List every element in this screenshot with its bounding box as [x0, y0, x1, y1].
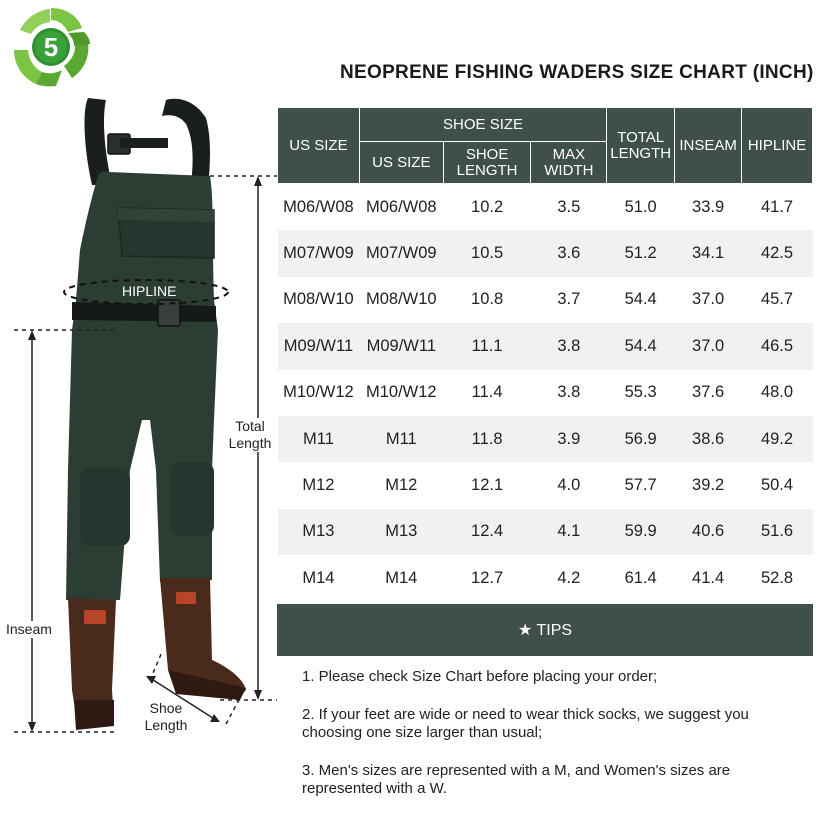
hipline-label: HIPLINE	[122, 283, 177, 299]
table-cell: 39.2	[675, 462, 742, 508]
table-cell: 12.7	[443, 555, 531, 601]
col-header-us-size: US SIZE	[278, 108, 360, 184]
table-cell: M10/W12	[359, 370, 443, 416]
total-length-label: Total Length	[222, 418, 278, 452]
knee-pad-left	[80, 468, 130, 546]
table-cell: 3.6	[531, 230, 607, 276]
table-cell: 34.1	[675, 230, 742, 276]
table-cell: 46.5	[742, 323, 813, 369]
table-cell: 12.4	[443, 509, 531, 555]
tips-panel	[277, 656, 813, 822]
col-header-inseam: INSEAM	[675, 108, 742, 184]
table-cell: M14	[278, 555, 360, 601]
table-row	[278, 462, 813, 508]
table-cell: M09/W11	[278, 323, 360, 369]
col-header-total-length: TOTAL LENGTH	[607, 108, 675, 184]
table-cell: 52.8	[742, 555, 813, 601]
table-cell: 45.7	[742, 277, 813, 323]
page-title: NEOPRENE FISHING WADERS SIZE CHART (INCH)	[340, 62, 814, 83]
table-cell: 10.5	[443, 230, 531, 276]
brand-logo	[6, 2, 96, 92]
size-chart-table	[277, 107, 813, 602]
table-cell: 11.1	[443, 323, 531, 369]
table-cell: 41.4	[675, 555, 742, 601]
table-cell: M11	[278, 416, 360, 462]
table-cell: 37.6	[675, 370, 742, 416]
table-cell: M08/W10	[278, 277, 360, 323]
knee-pad-right	[170, 462, 214, 536]
table-cell: 3.9	[531, 416, 607, 462]
table-cell: 54.4	[607, 323, 675, 369]
table-row	[278, 509, 813, 555]
table-cell: 11.4	[443, 370, 531, 416]
table-cell: 11.8	[443, 416, 531, 462]
table-cell: M06/W08	[278, 184, 360, 231]
table-cell: 51.6	[742, 509, 813, 555]
table-cell: 3.5	[531, 184, 607, 231]
col-header-hipline: HIPLINE	[742, 108, 813, 184]
table-row	[278, 230, 813, 276]
table-cell: 3.8	[531, 370, 607, 416]
table-row	[278, 416, 813, 462]
table-cell: M07/W09	[278, 230, 360, 276]
table-cell: 37.0	[675, 277, 742, 323]
col-header-shoe-size: SHOE SIZE	[359, 108, 606, 142]
table-cell: 10.8	[443, 277, 531, 323]
col-subheader-us-size: US SIZE	[359, 142, 443, 184]
table-cell: M07/W09	[359, 230, 443, 276]
logo-number: 5	[43, 32, 59, 62]
table-cell: 41.7	[742, 184, 813, 231]
table-cell: M09/W11	[359, 323, 443, 369]
table-row	[278, 555, 813, 601]
table-cell: 59.9	[607, 509, 675, 555]
tip-item-2: 2. If your feet are wide or need to wear thick socks, we suggest you choosing one size larger than usual;	[302, 706, 749, 741]
table-cell: 51.2	[607, 230, 675, 276]
table-cell: 33.9	[675, 184, 742, 231]
table-cell: M06/W08	[359, 184, 443, 231]
table-cell: 40.6	[675, 509, 742, 555]
table-cell: 37.0	[675, 323, 742, 369]
table-cell: 54.4	[607, 277, 675, 323]
table-cell: 57.7	[607, 462, 675, 508]
table-cell: 51.0	[607, 184, 675, 231]
table-cell: 12.1	[443, 462, 531, 508]
shoe-length-label: Shoe Length	[144, 700, 188, 733]
table-cell: M12	[359, 462, 443, 508]
table-cell: 55.3	[607, 370, 675, 416]
table-cell: 10.2	[443, 184, 531, 231]
table-cell: M14	[359, 555, 443, 601]
table-cell: M13	[278, 509, 360, 555]
table-cell: 42.5	[742, 230, 813, 276]
inseam-label: Inseam	[6, 621, 52, 637]
table-cell: 4.0	[531, 462, 607, 508]
table-cell: 3.8	[531, 323, 607, 369]
table-cell: 56.9	[607, 416, 675, 462]
table-cell: 50.4	[742, 462, 813, 508]
table-cell: 4.1	[531, 509, 607, 555]
table-row	[278, 323, 813, 369]
table-cell: M10/W12	[278, 370, 360, 416]
table-row	[278, 370, 813, 416]
table-cell: M12	[278, 462, 360, 508]
table-row	[278, 184, 813, 231]
table-cell: 61.4	[607, 555, 675, 601]
table-cell: 4.2	[531, 555, 607, 601]
table-cell: 48.0	[742, 370, 813, 416]
table-cell: M11	[359, 416, 443, 462]
table-row	[278, 277, 813, 323]
col-subheader-shoe-length: SHOE LENGTH	[443, 142, 531, 184]
table-cell: 38.6	[675, 416, 742, 462]
tips-header: ★ TIPS	[277, 604, 813, 656]
table-cell: 3.7	[531, 277, 607, 323]
table-cell: 49.2	[742, 416, 813, 462]
tip-item-3: 3. Men's sizes are represented with a M, and Women's sizes are represented with a W.	[302, 762, 731, 797]
tip-item-1: 1. Please check Size Chart before placing your order;	[302, 668, 658, 685]
table-cell: M08/W10	[359, 277, 443, 323]
col-subheader-max-width: MAX WIDTH	[531, 142, 607, 184]
table-cell: M13	[359, 509, 443, 555]
